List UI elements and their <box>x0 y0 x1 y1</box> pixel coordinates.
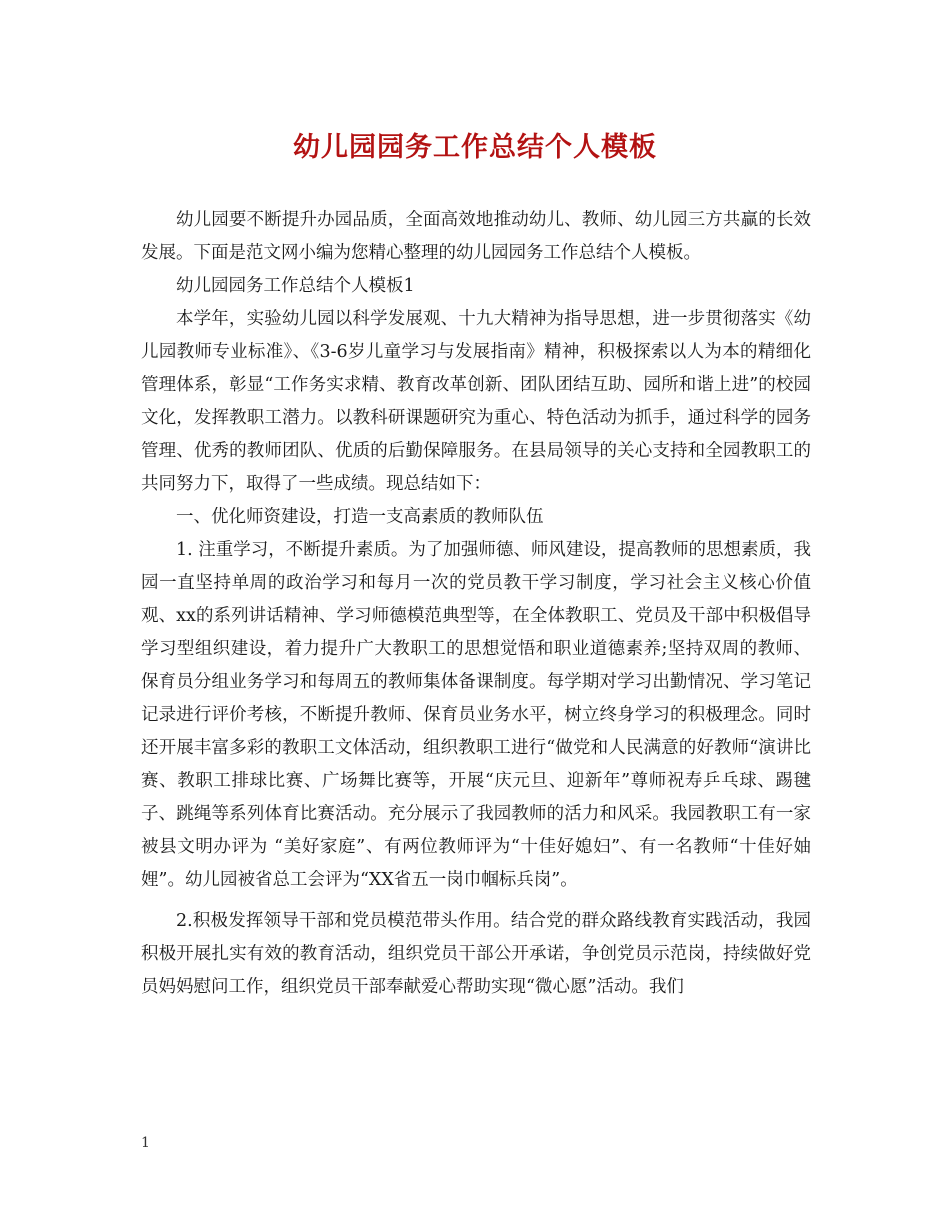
paragraph-template-heading: 幼儿园园务工作总结个人模板1 <box>176 276 415 296</box>
document-body <box>141 204 811 1004</box>
paragraph-item-1: 1. 注重学习，不断提升素质。为了加强师德、师风建设，提高教师的思想素质，我园一直坚持单周的政治学习和每月一次的党员教干学习制度，学习社会主义核心价值观、xx的系列讲话精神、学习师德模范典型等，在全体教职工、党员及干部中积极倡导学习型组织建设，着力提升广大教职工的思想觉悟和职业道德素养;坚持双周的教师、保育员分组业务学习和每周五的教师集体备课制度。每学期对学习出勤情况、学习笔记记录进行评价考核，不断提升教师、保育员业务水平，树立终身学习的积极理念。同时还开展丰富多彩的教职工文体活动，组织教职工进行“做党和人民满意的好教师“演讲比赛、教职工排球比赛、广场舞比赛等，开展“庆元旦、迎新年”尊师祝寿乒乓球、踢毽子、跳绳等系列体育比赛活动。充分展示了我园教师的活力和风采。我园教职工有一家被县文明办评为 “美好家庭”、有两位教师评为“十佳好媳妇”、有一名教师“十佳好妯娌”。幼儿园被省总工会评为“XX省五一岗巾帼标兵岗”。 <box>141 540 811 890</box>
document-title: 幼儿园园务工作总结个人模板 <box>293 132 657 163</box>
paragraph-intro: 幼儿园要不断提升办园品质，全面高效地推动幼儿、教师、幼儿园三方共赢的长效发展。下面是范文网小编为您精心整理的幼儿园园务工作总结个人模板。 <box>141 210 811 263</box>
paragraph-item-2: 2.积极发挥领导干部和党员模范带头作用。结合党的群众路线教育实践活动，我园积极开展扎实有效的教育活动，组织党员干部公开承诺，争创党员示范岗，持续做好党员妈妈慰问工作，组织党员干部奉献爱心帮助实现“微心愿”活动。我们 <box>141 911 811 997</box>
paragraph-overview: 本学年，实验幼儿园以科学发展观、十九大精神为指导思想，进一步贯彻落实《幼儿园教师专业标准》、《3-6岁儿童学习与发展指南》精神，积极探索以人为本的精细化管理体系，彰显“工作务实求精、教育改革创新、团队团结互助、园所和谐上进”的校园文化，发挥教职工潜力。以教科研课题研究为重心、特色活动为抓手，通过科学的园务管理、优秀的教师团队、优质的后勤保障服务。在县局领导的关心支持和全园教职工的共同努力下，取得了一些成绩。现总结如下： <box>141 309 811 494</box>
section-heading-1: 一、优化师资建设，打造一支高素质的教师队伍 <box>176 507 544 527</box>
page-number: 1 <box>141 1135 150 1151</box>
